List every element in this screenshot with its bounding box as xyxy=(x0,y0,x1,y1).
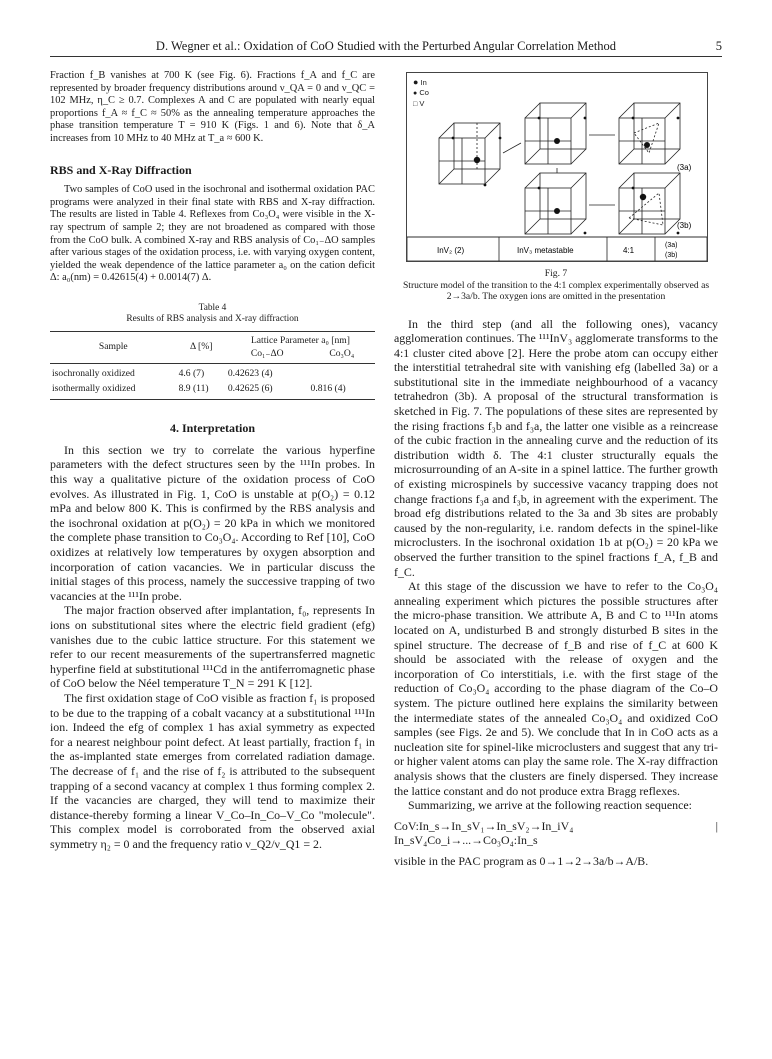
right-p4: visible in the PAC program as 0→1→2→3a/b→A/B. xyxy=(394,853,649,868)
row1-delta: 4.6 (7) xyxy=(178,368,205,380)
right-p2: At this stage of the discussion we have to refer to the Co₃O₄ annealing experiment which pictures the possible structures after the micro-phase transition. We attribute A, B and C to ¹¹¹In atoms located on A, undisturbed B and strongly disturbed B sites in the spinel structure. The decrease of f_B and rise of f_C at 600 K should be associated with the release of oxygen and the incorporation of Co interstitials, i.e. with the first stage of the reduction of Co₃O₄ according to the phase diagram of the Co–O system. The picture outlined here explains the similarity between the intermediate states of the annealed Co₃O₄ and oxidized CoO samples (see Figs. 2e and 5). We conclude that In in CoO acts as a nucleation site for spinel-like microclusters and suggest that any tri- or higher valent atoms can play the same role. The X-ray diffraction analysis shows that the clusters are finely dispersed. They increase the lattice constant and do not produce extra Bragg reflexes. xyxy=(394,579,718,798)
table-row xyxy=(50,364,375,382)
interpretation-p3: The first oxidation stage of CoO visible as fraction f₁ is proposed to be due to the trapping of a cobalt vacancy at a substitutional ¹¹¹In ion. Indeed the efg of complex 1 has axial symmetry as expected for a nearest neighbour point defect. At least partially, fraction f₁ in the as-implanted state emerges from correlated radiation damage. The decrease of f₁ and the rise of f₂ is attributed to the subsequent trapping of a second vacancy at complex 1 thus forming complex 2. If the vacancies are charged, they will tend to maximize their distance-thereby forming a linear V_Co–In_Co–V_Co "molecule". This complex model is corroborated from the observed axial symmetry η₂ = 0 and the frequency ratio ν_Q2/ν_Q1 = 2. xyxy=(50,690,375,851)
label-3a: (3a) xyxy=(677,163,692,172)
row1-coo: 0.42623 (4) xyxy=(227,368,273,380)
reaction-sequence: CoV:In_s→In_sV₁→In_sV₂→In_iV₄ | In_sV₄Co_i→...→Co₃O₄:In_s xyxy=(394,818,718,848)
rbs-heading: RBS and X-Ray Diffraction xyxy=(50,162,192,177)
rbs-paragraph: Two samples of CoO used in the isochronal and isothermal oxidation PAC programs were analyzed in their final state with RBS and X-ray diffraction. The results are listed in Table 4. Reflexes from Co₃O₄ were visible in the X-ray spectrum of sample 2; they are not broadened as compared with those from the CoO bulk. A combined X-ray and RBS analysis of Co₁₋ΔO samples after various stages of the oxidation process, i.e. with varying oxygen content, yielded the weak dependence of the lattice parameter a₀ on the cation deficit Δ: a₀(nm) = 0.42615(4) + 0.0014(7) Δ. xyxy=(50,184,375,284)
structure-diagram xyxy=(407,73,707,261)
row2-delta: 8.9 (11) xyxy=(178,382,209,394)
running-title: D. Wegner et al.: Oxidation of CoO Studied with the Perturbed Angular Correlation Method xyxy=(155,39,617,53)
left-column xyxy=(50,70,375,852)
table-label: Table 4 xyxy=(198,302,227,313)
col-coo: Co₁₋ΔO xyxy=(250,347,284,359)
col-co3o4: Co₃O₄ xyxy=(329,347,355,359)
legend-vacancy: V xyxy=(419,99,425,108)
right-p3: Summarizing, we arrive at the following reaction sequence: xyxy=(408,798,692,813)
row1-co3o4 xyxy=(309,364,375,382)
interpretation-heading: 4. Interpretation xyxy=(169,421,256,436)
table-row xyxy=(50,382,375,400)
figure-7 xyxy=(406,72,708,262)
strip-3b: (3b) xyxy=(665,252,678,259)
cube-3b xyxy=(619,173,680,234)
legend-co: Co xyxy=(419,88,429,97)
right-p1: In the third step (and all the following ones), vacancy agglomeration continues. The ¹¹¹InV₃ agglomerate transforms to the 4:1 cluster cited above [2]. Here the probe atom can occupy either the interstitial tetrahedral site with vanishing efg (labelled 3a) or a substitutional site in the immediate neighbourhood of a vacancy tetrahedron (3b). A proposal of the structural transformation is sketched in Fig. 7. The populations of these sites are represented by the rising fractions f₃b and f₃a, the latter one visible as a reincrease of the cubic fraction in the annealing curve and the reduction of its distribution width δ. The 4:1 cluster structurally equals the microsurrounding of an A-site in a spinel lattice. The further growth of existing microspinels by successive vacancy trapping does not change fractions f₃a and f₃b, in agreement with the experiment. The broad efg distributions related to the 3a and 3b sites are probably caused by the non-regularity, i.e. random defects in the spinel-like microclusters. In the isochronal oxidation 1b at p(O₂) = 20 kPa we observed the further transition to the spinel fractions f_A, f_B and f_C. xyxy=(394,316,718,579)
strip-41: 4:1 xyxy=(623,246,635,255)
interpretation-p1: In this section we try to correlate the various hyperfine parameters with the defect structures seen by the ¹¹¹In probes. In this way a qualitative picture of the oxidation process of CoO evolves. As illustrated in Fig. 1, CoO is unstable at p(O₂) = 0.12 mPa and below 800 K. This is confirmed by the RBS analysis and the isochronal oxidation at p(O₂) = 20 kPa in which we monitored the complete phase transition to Co₃O₄. According to Ref [10], CoO oxidizes at relatively low temperatures by oxygen absorption and incorporation of cation vacancies. We in particular discuss the initial stages of this process, namely the successive trapping of two vacancies at the ¹¹¹In probe. xyxy=(50,442,375,603)
figure-caption-text: Structure model of the transition to the 4:1 complex experimentally observed as 2→3a/b. The oxygen ions are omitted in the presentation xyxy=(402,279,710,302)
running-header xyxy=(50,38,722,57)
col-sample: Sample xyxy=(98,341,128,353)
col-lattice: Lattice Parameter a₀ [nm] xyxy=(250,334,350,346)
col-delta: Δ [%] xyxy=(190,341,213,353)
cube-inv2 xyxy=(439,123,500,184)
interpretation-p2: The major fraction observed after implantation, f₀, represents In ions on substitutional sites where the electric field gradient (efg) vanishes due to the cubic lattice structure. For this statement we refer to our recent measurements of the supertransferred magnetic hyperfine field at substitutional ¹¹¹Cd in the antiferromagnetic phase of CoO below the Néel temperature T_N = 291 K [12]. xyxy=(50,603,375,691)
figure-caption xyxy=(402,268,710,303)
table-caption: Results of RBS analysis and X-ray diffraction xyxy=(126,314,299,325)
intro-paragraph: Fraction f_B vanishes at 700 K (see Fig. 6). Fractions f_A and f_C are represented by broader frequency distributions around ν_QA = 0 and ν_QC = 102 MHz, η_C ≥ 0.7. Complexes A and C are populated with nearly equal proportions f_A ≈ f_C ≈ 50% as the annealing temperature approaches the phase transition temperature T = 910 K (Figs. 1 and 6). Note that δ_A increases from 10 MHz to 40 MHz at T_a ≈ 600 K. xyxy=(50,70,375,144)
results-table xyxy=(50,331,375,400)
row1-sample: isochronally oxidized xyxy=(52,368,135,380)
right-column xyxy=(394,68,718,868)
strip-inv2: InV₂ (2) xyxy=(437,246,465,255)
cube-3a xyxy=(619,103,680,164)
page-number: 5 xyxy=(715,39,722,53)
row2-co3o4: 0.816 (4) xyxy=(310,382,346,394)
legend-in: In xyxy=(420,78,427,87)
strip-inv3: InV₃ metastable xyxy=(517,246,574,255)
strip-3a: (3a) xyxy=(665,242,678,249)
row2-sample: isothermally oxidized xyxy=(52,382,136,394)
row2-coo: 0.42625 (6) xyxy=(227,382,273,394)
label-3b: (3b) xyxy=(677,221,692,230)
figure-label: Fig. 7 xyxy=(544,268,568,279)
figure-legend: ● In ● Co □ V xyxy=(413,77,429,108)
cube-inv3 xyxy=(525,103,586,164)
cube-bottom-middle xyxy=(525,173,586,234)
